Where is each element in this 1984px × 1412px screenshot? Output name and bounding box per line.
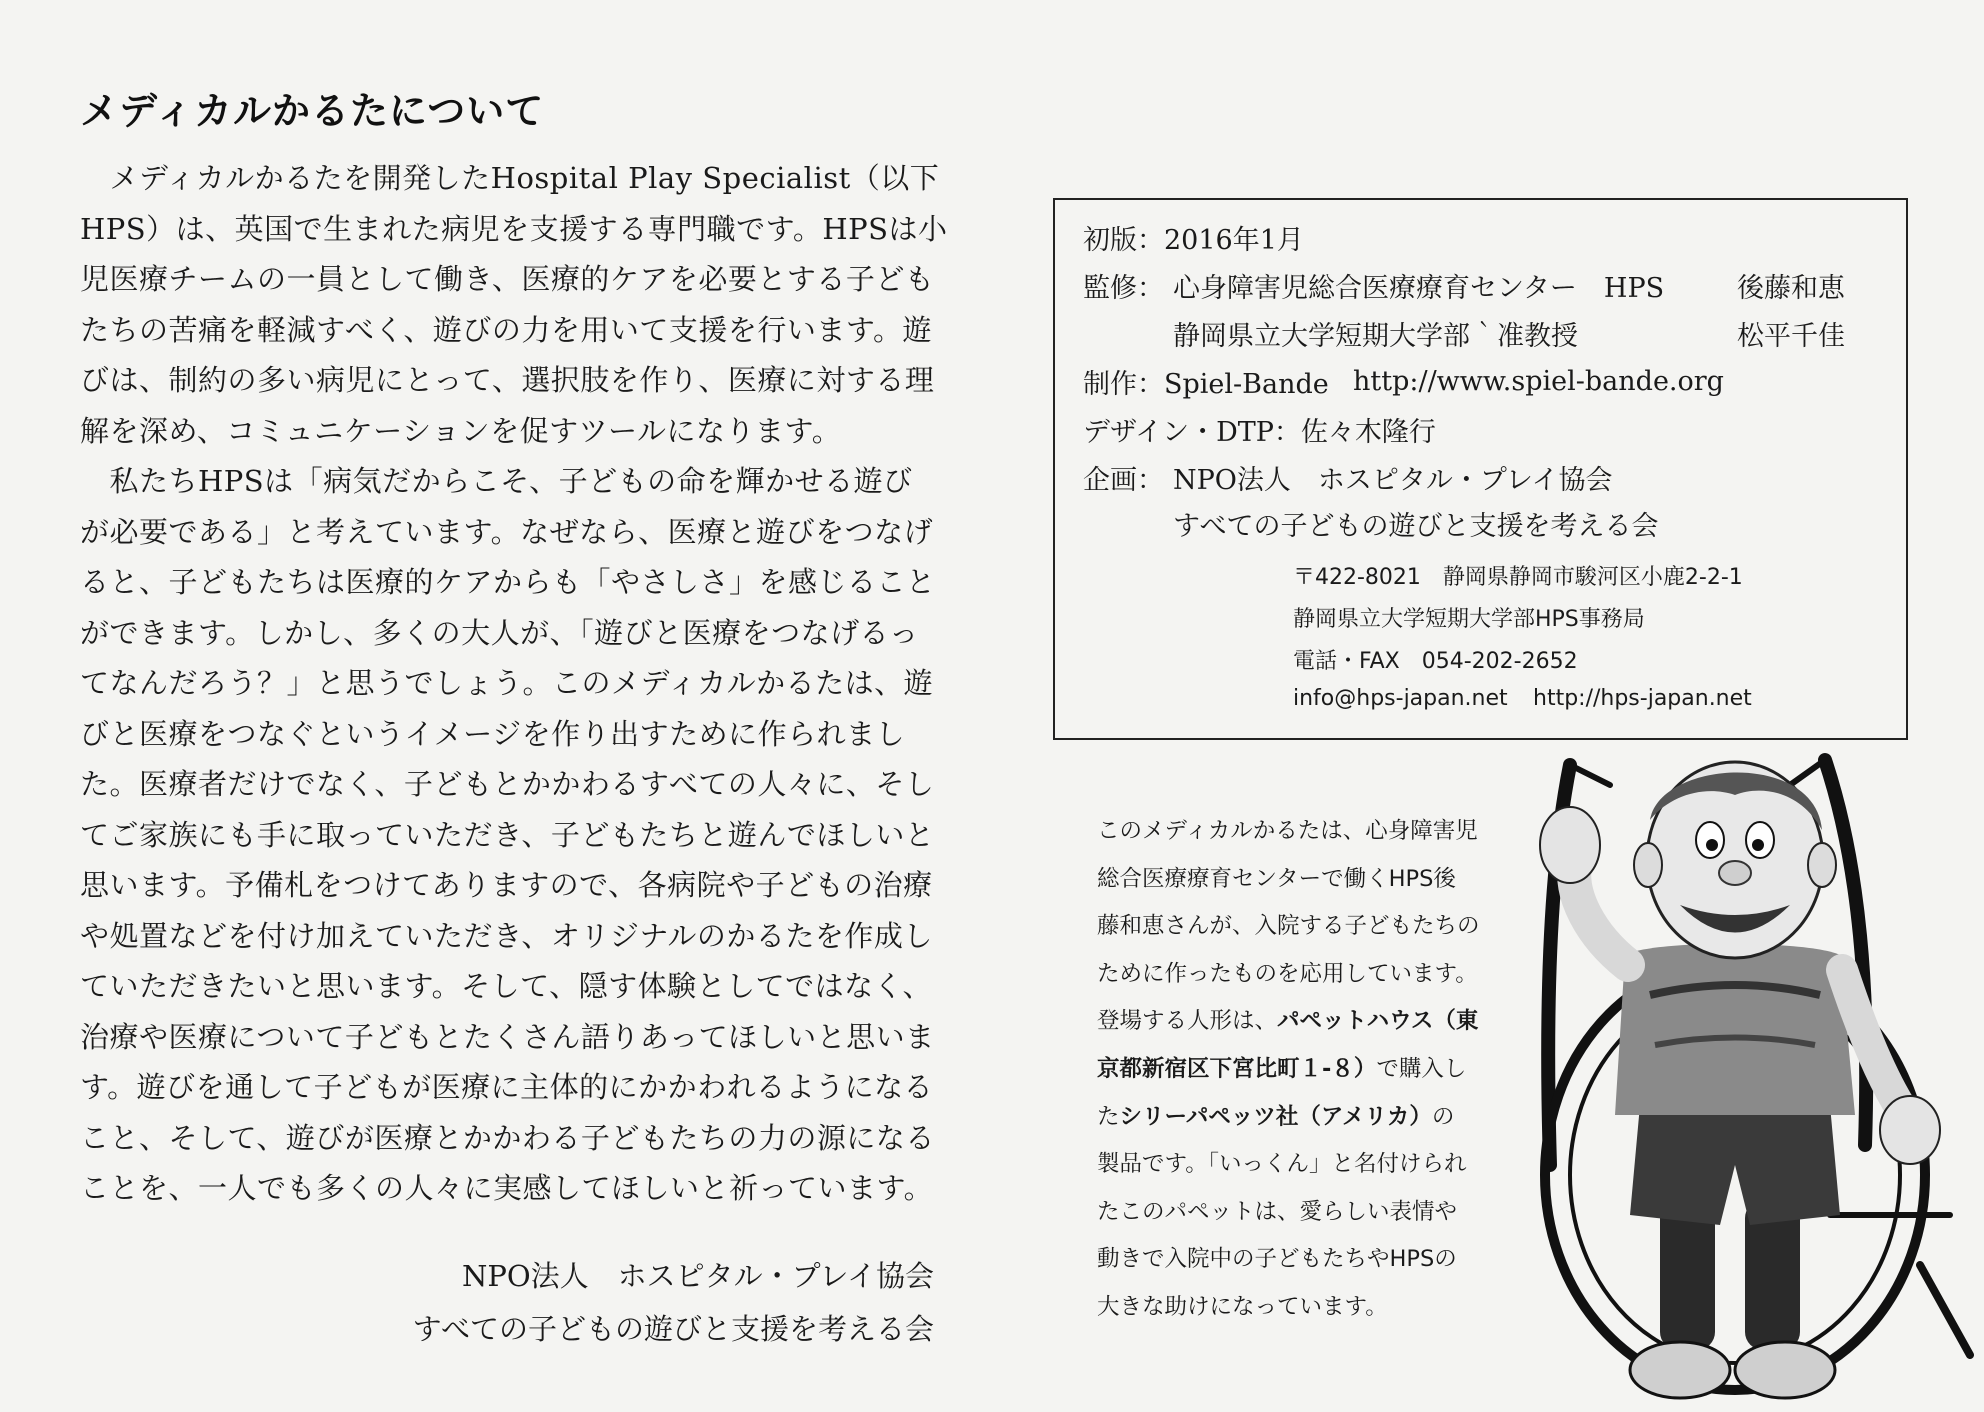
website-url[interactable]: http://hps-japan.net <box>1533 686 1752 711</box>
office-name: 静岡県立大学短期大学部HPS事務局 <box>1293 607 1645 632</box>
caption-bold: 京都新宿区下宮比町１-８） <box>1097 1055 1377 1082</box>
design-credit: デザイン・DTP：佐々木隆行 <box>1083 417 1436 448</box>
puppet-caption <box>1097 808 1557 1332</box>
caption-line: 藤和恵さんが、入院する子どもたちの <box>1097 913 1480 940</box>
planning-group: すべての子どもの遊びと支援を考える会 <box>1173 511 1659 542</box>
caption-line: このメディカルかるたは、心身障害児 <box>1097 818 1478 844</box>
caption-text: た <box>1097 1103 1120 1130</box>
signature-org: NPO法人 ホスピタル・プレイ協会 <box>461 1259 934 1293</box>
caption-line <box>1097 1046 1557 1094</box>
signature-group: すべての子どもの遊びと支援を考える会 <box>412 1312 934 1346</box>
body-line: 児医療チームの一員として働き、医療的ケアを必要とする子ども <box>80 262 935 296</box>
body-line: こと、そして、遊びが医療とかかわる子どもたちの力の源になる <box>80 1120 935 1155</box>
puppet-in-wheelchair-photo <box>1530 745 1984 1408</box>
article-signature <box>413 1250 934 1356</box>
caption-line: 大きな助けになっています。 <box>1097 1293 1388 1320</box>
caption-bold: シリーパペッツ社（アメリカ） <box>1119 1103 1432 1130</box>
supervisor-org: 心身障害児総合医療療育センター HPS <box>1173 273 1665 304</box>
body-line: ができます。しかし、多くの大人が、「遊びと医療をつなげるっ <box>80 615 919 650</box>
article-heading: メディカルかるたについて <box>80 89 545 133</box>
body-line: す。遊びを通して子どもが医療に主体的にかかわれるようになる <box>80 1070 934 1104</box>
planning-label: 企画： <box>1083 465 1164 496</box>
caption-line: 動きで入院中の子どもたちやHPSの <box>1097 1246 1457 1273</box>
body-line: 私たちHPSは「病気だからこそ、子どもの命を輝かせる遊び <box>80 464 913 498</box>
body-line: 思います。予備札をつけてありますので、各病院や子どもの治療 <box>80 868 933 902</box>
body-line: ると、子どもたちは医療的ケアからも「やさしさ」を感じること <box>80 565 936 599</box>
body-line: てなんだろう？」と思うでしょう。このメディカルかるたは、遊 <box>80 666 934 700</box>
body-line: 治療や医療について子どもとたくさん語りあってほしいと思いま <box>80 1019 935 1054</box>
body-line: や処置などを付け加えていただき、オリジナルのかるたを作成し <box>80 918 933 953</box>
phone-fax: 電話・FAX 054-202-2652 <box>1293 649 1578 674</box>
supervisor-org: 静岡県立大学短期大学部｀准教授 <box>1173 321 1578 352</box>
body-line: 解を深め、コミュニケーションを促すツールになります。 <box>80 413 842 448</box>
puppet-illustration <box>1530 745 1984 1408</box>
supervisor-name: 松平千佳 <box>1737 321 1845 352</box>
supervision-label: 監修： <box>1083 273 1164 304</box>
planning-org: NPO法人 ホスピタル・プレイ協会 <box>1173 465 1613 496</box>
body-line: てご家族にも手に取っていただき、子どもたちと遊んでほしいと <box>80 817 935 852</box>
production-credit: 制作：Spiel-Bande <box>1083 369 1329 400</box>
body-line: たちの苦痛を軽減すべく、遊びの力を用いて支援を行います。遊 <box>80 312 933 347</box>
body-line: た。医療者だけでなく、子どもとかかわるすべての人々に、そし <box>80 767 935 801</box>
caption-text: の <box>1431 1103 1455 1130</box>
caption-line: 製品です。「いっくん」と名付けられ <box>1097 1151 1467 1178</box>
caption-bold: パペットハウス（東 <box>1277 1008 1479 1035</box>
edition-date: 初版：2016年1月 <box>1083 225 1304 256</box>
body-line: メディカルかるたを開発したHospital Play Specialist（以下 <box>80 161 940 195</box>
supervisor-name: 後藤和恵 <box>1737 273 1845 304</box>
caption-text: で購入し <box>1376 1055 1467 1082</box>
caption-line <box>1097 1094 1557 1142</box>
body-line: びと医療をつなぐというイメージを作り出すために作られまし <box>80 716 906 751</box>
caption-text: 登場する人形は、 <box>1097 1008 1278 1035</box>
credits-box <box>1053 198 1908 740</box>
body-line: びは、制約の多い病児にとって、選択肢を作り、医療に対する理 <box>80 363 935 397</box>
body-line: HPS）は、英国で生まれた病児を支援する専門職です。HPSは小 <box>80 211 948 246</box>
caption-line: ために作ったものを応用しています。 <box>1097 960 1478 987</box>
postal-address: 〒422-8021 静岡県静岡市駿河区小鹿2-2-1 <box>1293 565 1743 590</box>
caption-line <box>1097 998 1557 1046</box>
body-line: ていただきたいと思います。そして、隠す体験としてではなく、 <box>80 969 933 1003</box>
body-line: ことを、一人でも多くの人々に実感してほしいと祈っています。 <box>80 1171 934 1205</box>
body-line: が必要である」と考えています。なぜなら、医療と遊びをつなげ <box>80 514 934 549</box>
caption-line: たこのパペットは、愛らしい表情や <box>1097 1198 1458 1225</box>
caption-line: 総合医療療育センターで働くHPS後 <box>1097 865 1456 892</box>
main-article <box>80 80 948 1214</box>
production-url[interactable]: http://www.spiel-bande.org <box>1353 366 1724 397</box>
email-address[interactable]: info@hps-japan.net <box>1293 686 1508 711</box>
article-body <box>80 153 948 1214</box>
